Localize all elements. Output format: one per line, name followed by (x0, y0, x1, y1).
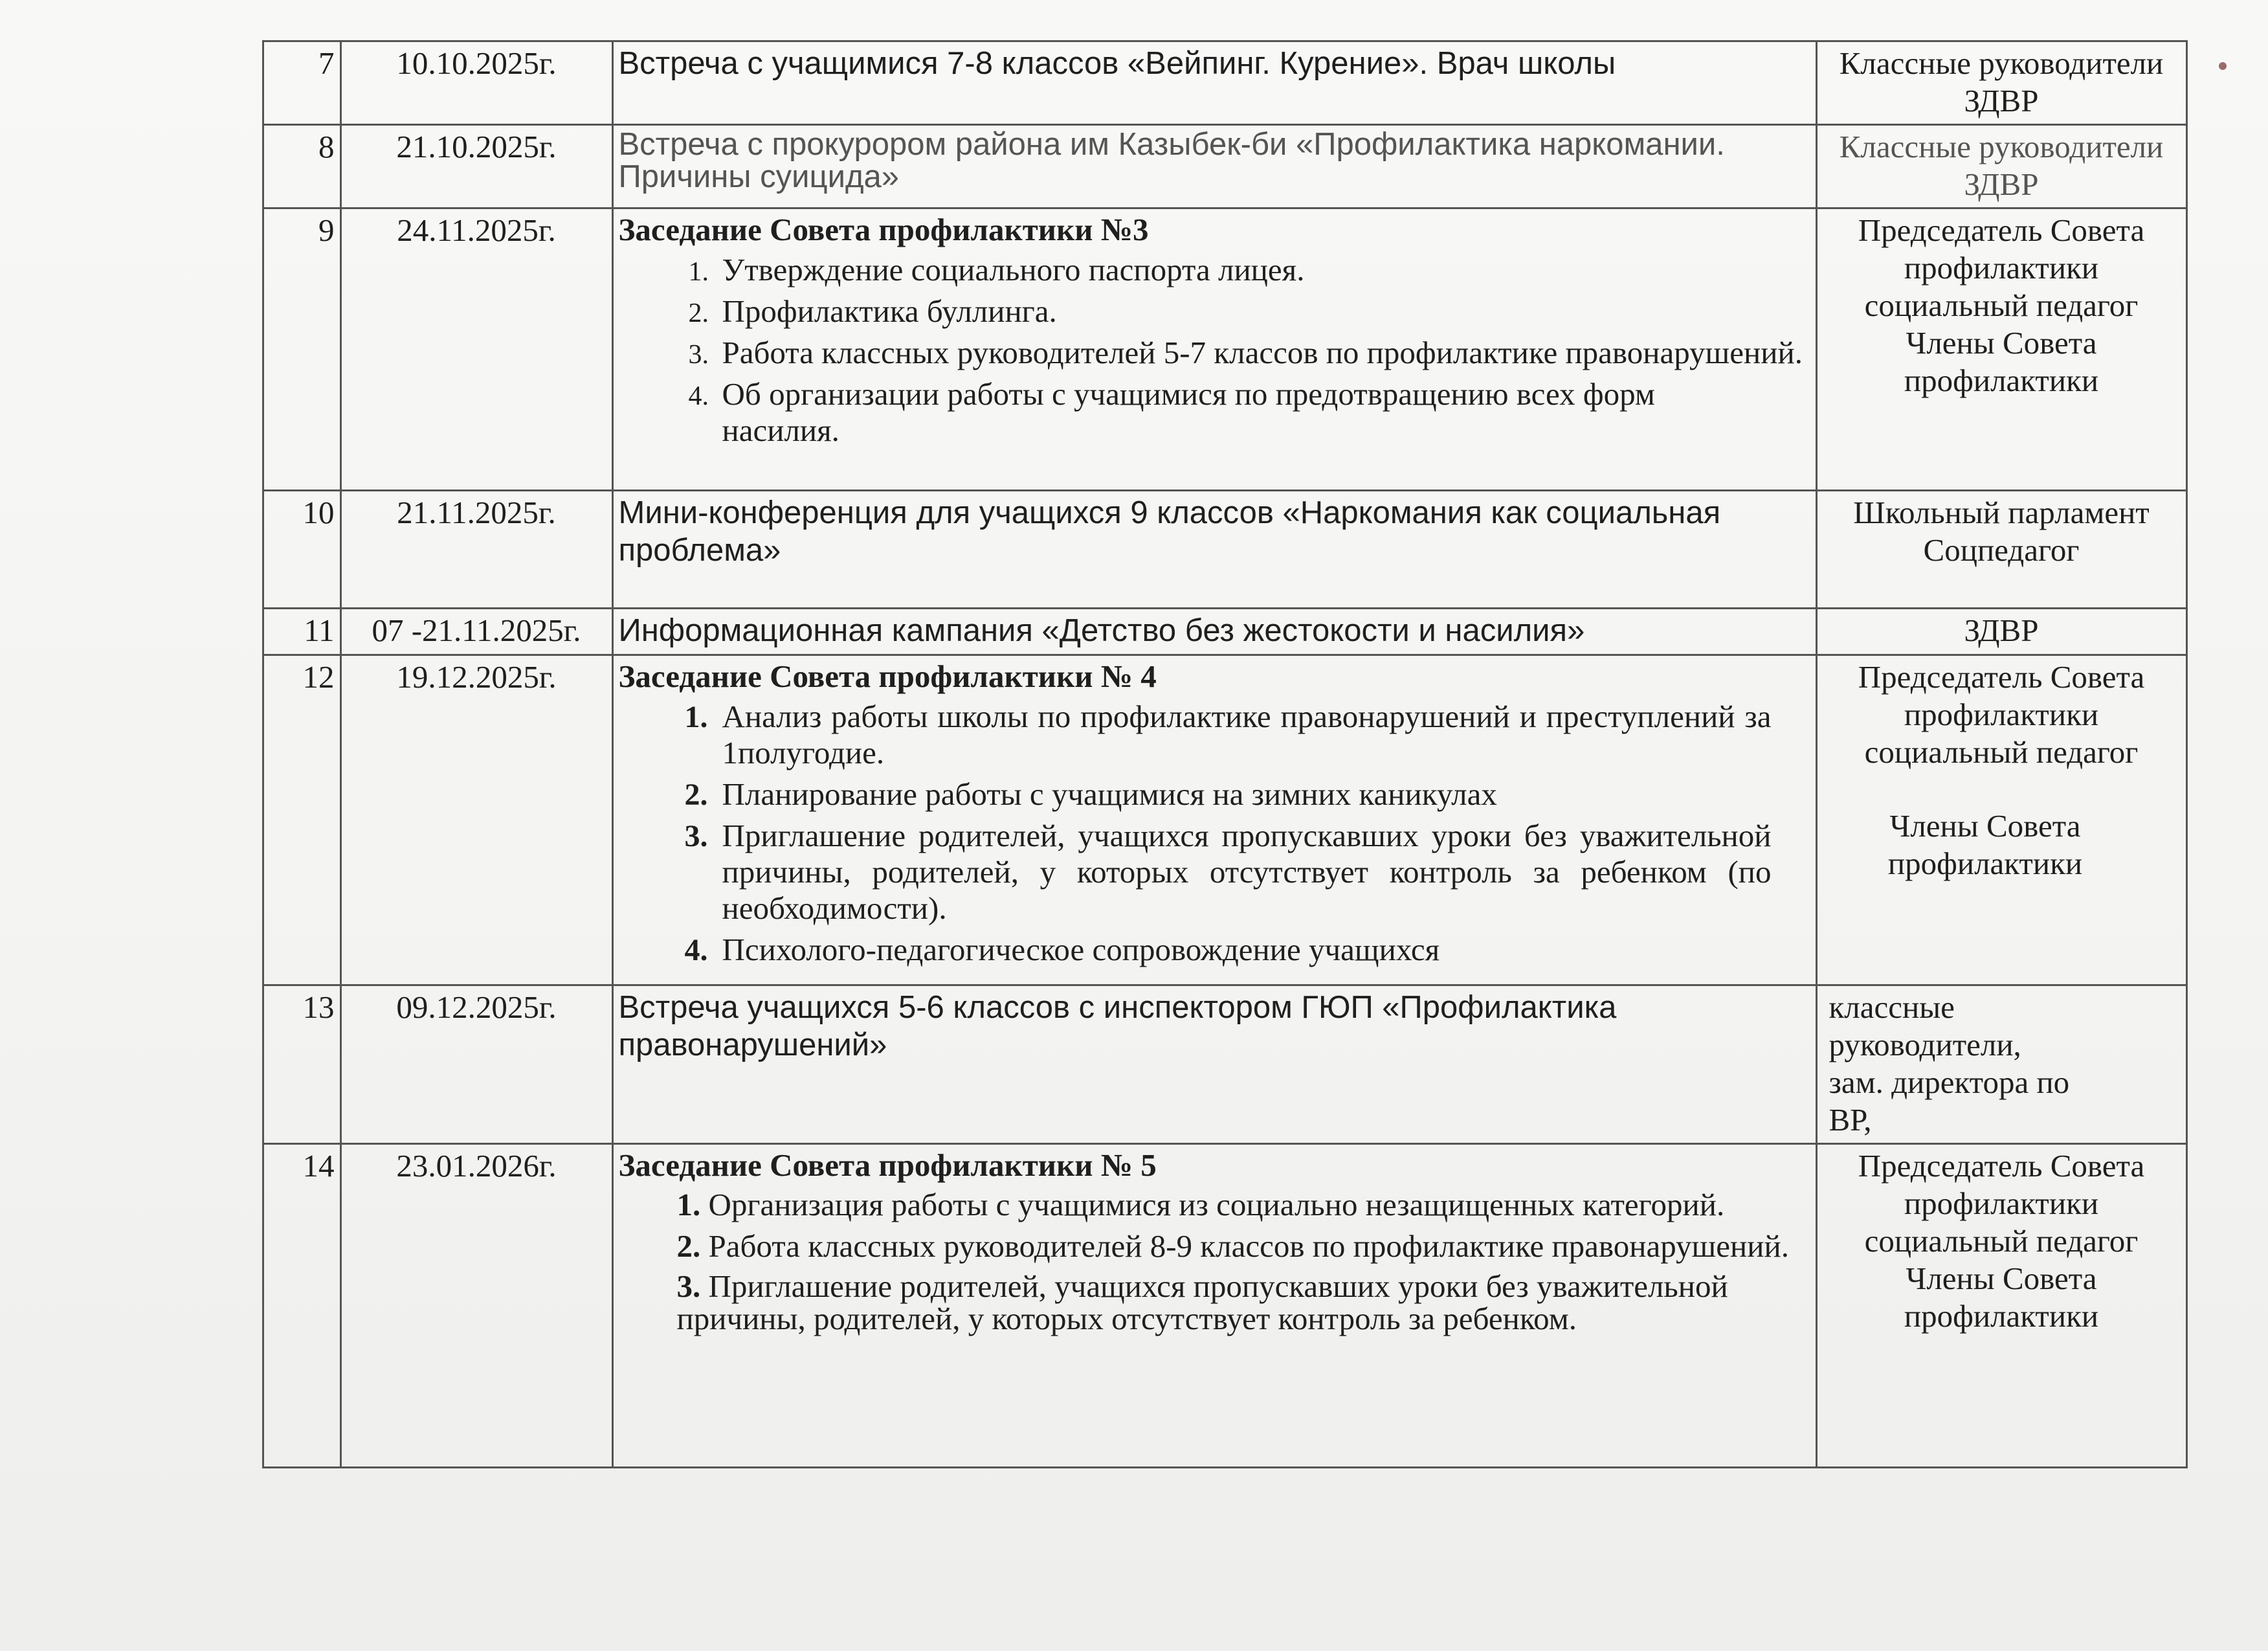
row-responsible: Председатель Совета профилактики социальный педагог Члены Совета профилактики (1816, 655, 2186, 985)
row-date: 07 -21.11.2025г. (340, 609, 612, 655)
row-number: 14 (263, 1144, 340, 1468)
row-number: 8 (263, 125, 340, 208)
table-row (249, 985, 2186, 1144)
meeting-heading: Заседание Совета профилактики № 5 (618, 1147, 1157, 1183)
agenda-item: 2. Работа классных руководителей 8-9 классов по профилактике правонарушений. (676, 1228, 1789, 1264)
row-date: 09.12.2025г. (340, 985, 612, 1144)
row-responsible: Председатель Совета профилактики социальный педагог Члены Совета профилактики (1816, 1144, 2186, 1468)
row-number: 13 (263, 985, 340, 1144)
row-event: Мини-конференция для учащихся 9 классов «Наркомания как социальная проблема» (612, 491, 1816, 609)
agenda-item: 1. Анализ работы школы по профилактике правонарушений и преступлений за 1полугодие. (716, 699, 1772, 771)
agenda-item: 4. Психолого-педагогическое сопровождение учащихся (716, 932, 1772, 968)
row-number: 7 (263, 41, 340, 125)
row-event: Информационная кампания «Детство без жестокости и насилия» (612, 609, 1816, 655)
row-number: 9 (263, 208, 340, 491)
agenda-item: 3. Приглашение родителей, учащихся пропускавших уроки без уважительной причины, родителей, у которых отсутствует контроль за ребенком. (676, 1268, 1728, 1336)
row-date: 24.11.2025г. (340, 208, 612, 491)
table-row (249, 491, 2186, 609)
agenda-item: 4. Об организации работы с учащимися по предотвращению всех форм насилия. (716, 376, 1810, 449)
row-number: 11 (263, 609, 340, 655)
table-row (249, 655, 2186, 985)
row-date: 21.10.2025г. (340, 125, 612, 208)
row-date: 23.01.2026г. (340, 1144, 612, 1468)
table-row (249, 1144, 2186, 1468)
row-number: 10 (263, 491, 340, 609)
row-event (612, 655, 1816, 985)
row-responsible: классные руководители, зам. директора по ВР, (1816, 985, 2186, 1144)
row-date: 10.10.2025г. (340, 41, 612, 125)
row-responsible: Школьный парламент Соцпедагог (1816, 491, 2186, 609)
agenda-list (619, 252, 1810, 449)
agenda-list (619, 699, 1810, 968)
row-date: 21.11.2025г. (340, 491, 612, 609)
meeting-heading: Заседание Совета профилактики №3 (618, 212, 1149, 247)
row-event: Встреча учащихся 5-6 классов с инспектором ГЮП «Профилактика правонарушений» (612, 985, 1816, 1144)
row-number: 12 (263, 655, 340, 985)
table-row (249, 609, 2186, 655)
prevention-plan-table (249, 40, 2188, 1468)
row-responsible: Классные руководители ЗДВР (1816, 41, 2186, 125)
row-event: Встреча с прокурором района им Казыбек-би «Профилактика наркомании. Причины суицида» (612, 125, 1816, 208)
agenda-item: 2. Профилактика буллинга. (716, 293, 1810, 330)
row-event (612, 1144, 1816, 1468)
meeting-heading: Заседание Совета профилактики № 4 (618, 658, 1157, 694)
row-event (612, 208, 1816, 491)
row-responsible: ЗДВР (1816, 609, 2186, 655)
agenda-item: 3. Приглашение родителей, учащихся пропускавших уроки без уважительной причины, родителей, у которых отсутствует контроль за ребенком (по необходимости). (716, 818, 1772, 927)
agenda-item: 1. Утверждение социального паспорта лицея. (716, 252, 1810, 288)
row-date: 19.12.2025г. (340, 655, 612, 985)
table-row (249, 208, 2186, 491)
row-event: Встреча с учащимися 7-8 классов «Вейпинг. Курение». Врач школы (612, 41, 1816, 125)
table-row (249, 125, 2186, 208)
agenda-item: 3. Работа классных руководителей 5-7 классов по профилактике правонарушений. (716, 335, 1810, 371)
row-responsible: Председатель Совета профилактики социальный педагог Члены Совета профилактики (1816, 208, 2186, 491)
table-row (249, 41, 2186, 125)
agenda-item: 2. Планирование работы с учащимися на зимних каникулах (716, 776, 1772, 813)
ink-speck (2219, 62, 2227, 70)
row-responsible: Классные руководители ЗДВР (1816, 125, 2186, 208)
agenda-item: 1. Организация работы с учащимися из социально незащищенных категорий. (676, 1187, 1725, 1222)
